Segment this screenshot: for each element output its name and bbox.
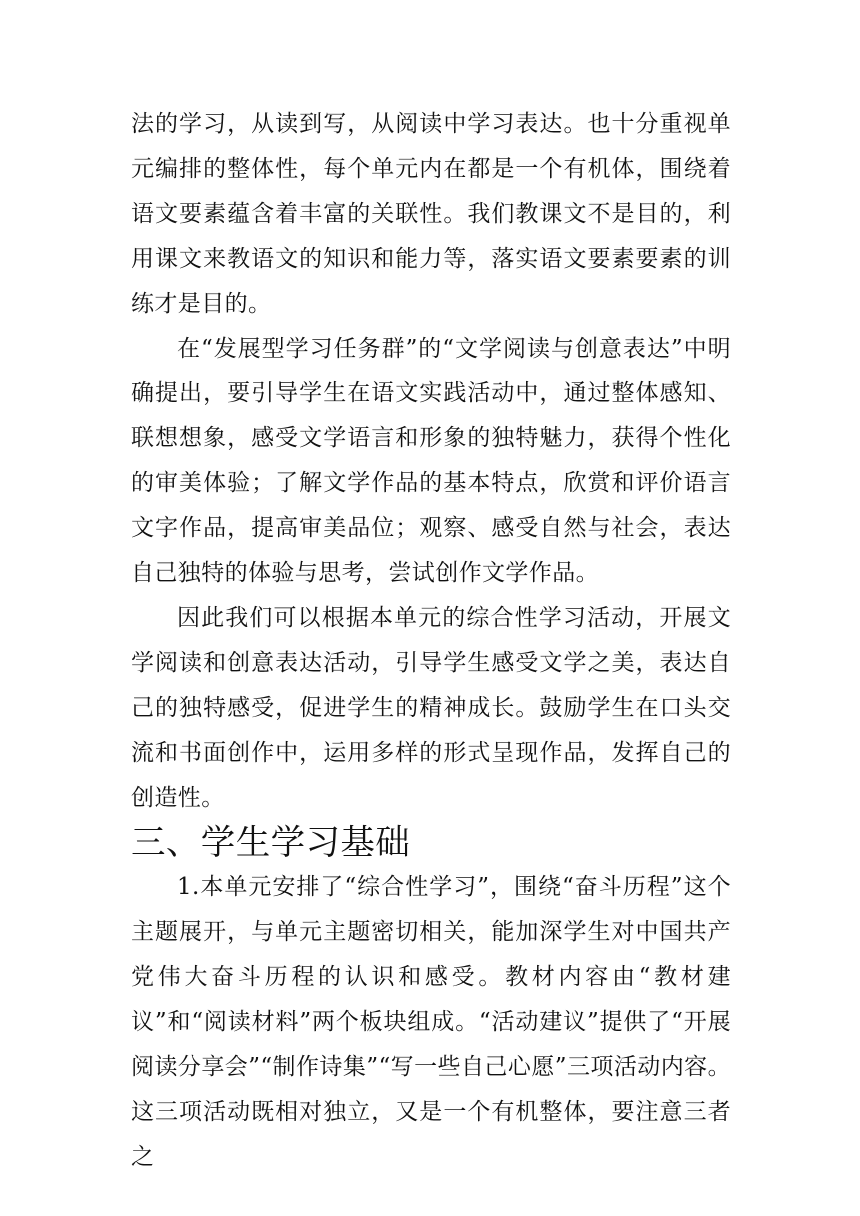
paragraph-task-group: 在“发展型学习任务群”的“文学阅读与创意表达”中明确提出，要引导学生在语文实践活动中，通过整体感知、联想想象，感受文学语言和形象的独特魅力，获得个性化的审美体验；了解文学作品的基本特点，欣赏和评价语言文字作品，提高审美品位；观察、感受自然与社会，表达自己独特的体验与思考，尝试创作文学作品。 [131,335,731,587]
paragraph-therefore: 因此我们可以根据本单元的综合性学习活动，开展文学阅读和创意表达活动，引导学生感受文学之美，表达自己的独特感受，促进学生的精神成长。鼓励学生在口头交流和书面创作中，运用多样的形式呈现作品，发挥自己的创造性。 [131,604,731,811]
document-page [131,102,731,1180]
section-heading: 三、学生学习基础 [131,822,411,863]
paragraph-item-1: 1.本单元安排了“综合性学习”，围绕“奋斗历程”这个主题展开，与单元主题密切相关，能加深学生对中国共产党伟大奋斗历程的认识和感受。教材内容由“教材建议”和“阅读材料”两个板块组成。“活动建议”提供了“开展阅读分享会”“制作诗集”“写一些自己心愿”三项活动内容。这三项活动既相对独立，又是一个有机整体，要注意三者之 [131,874,731,1170]
paragraph-continuation: 法的学习，从读到写，从阅读中学习表达。也十分重视单元编排的整体性，每个单元内在都是一个有机体，围绕着语文要素蕴含着丰富的关联性。我们教课文不是目的，利用课文来教语文的知识和能力等，落实语文要素要素的训练才是目的。 [131,111,731,317]
